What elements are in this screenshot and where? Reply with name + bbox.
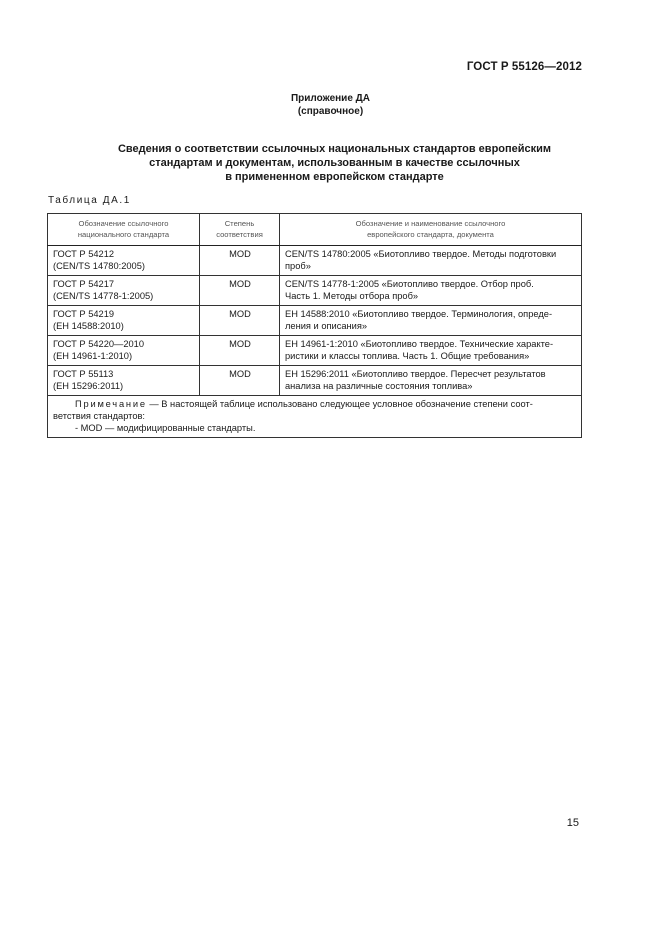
section-heading: [60, 142, 609, 184]
page-number: 15: [566, 817, 579, 829]
european-standard-cell: CEN/TS 14780:2005 «Биотопливо твердое. Методы подготовки проб»: [280, 246, 582, 276]
table-row: [48, 246, 582, 276]
degree-cell: MOD: [200, 366, 280, 396]
table-row: [48, 306, 582, 336]
table-note-row: [48, 396, 582, 438]
national-standard-cell: ГОСТ Р 54219 (ЕН 14588:2010): [48, 306, 200, 336]
degree-cell: MOD: [200, 246, 280, 276]
note-label: Примечание: [75, 399, 147, 409]
national-standard-cell: ГОСТ Р 54217 (CEN/TS 14778-1:2005): [48, 276, 200, 306]
european-standard-cell: CEN/TS 14778-1:2005 «Биотопливо твердое. Отбор проб. Часть 1. Методы отбора проб»: [280, 276, 582, 306]
table-row: [48, 336, 582, 366]
national-standard-cell: ГОСТ Р 54220—2010 (ЕН 14961-1:2010): [48, 336, 200, 366]
table-row: [48, 276, 582, 306]
table-caption: Таблица ДА.1: [48, 195, 131, 206]
header-national-standard: Обозначение ссылочного национального стандарта: [48, 214, 200, 246]
table-header-row: [48, 214, 582, 246]
european-standard-cell: ЕН 14588:2010 «Биотопливо твердое. Терминология, опреде- ления и описания»: [280, 306, 582, 336]
european-standard-cell: ЕН 15296:2011 «Биотопливо твердое. Пересчет результатов анализа на различные состояния топлива»: [280, 366, 582, 396]
degree-cell: MOD: [200, 276, 280, 306]
heading-line-1: Сведения о соответствии ссылочных национальных стандартов европейским: [117, 143, 552, 155]
degree-cell: MOD: [200, 336, 280, 366]
appendix-block: [0, 92, 661, 118]
table-note: [48, 396, 582, 438]
european-standard-cell: ЕН 14961-1:2010 «Биотопливо твердое. Технические характе- ристики и классы топлива. Часть 1. Общие требования»: [280, 336, 582, 366]
header-degree: Степень соответствия: [200, 214, 280, 246]
correspondence-table: [47, 213, 582, 438]
national-standard-cell: ГОСТ Р 55113 (ЕН 15296:2011): [48, 366, 200, 396]
heading-line-2: стандартам и документам, использованным в качестве ссылочных: [149, 157, 520, 169]
note-text-line-1: — В настоящей таблице использовано следующее условное обозначение степени соот-: [146, 399, 533, 409]
header-european-standard: Обозначение и наименование ссылочного европейского стандарта, документа: [280, 214, 582, 246]
table-row: [48, 366, 582, 396]
degree-cell: MOD: [200, 306, 280, 336]
document-code: ГОСТ Р 55126—2012: [466, 61, 582, 73]
note-item: - MOD — модифицированные стандарты.: [75, 423, 256, 433]
appendix-subtitle: (справочное): [297, 106, 364, 117]
national-standard-cell: ГОСТ Р 54212 (CEN/TS 14780:2005): [48, 246, 200, 276]
note-text-line-2: ветствия стандартов:: [53, 411, 146, 421]
heading-line-3: в примененном европейском стандарте: [225, 171, 444, 183]
appendix-title: Приложение ДА: [290, 93, 371, 104]
